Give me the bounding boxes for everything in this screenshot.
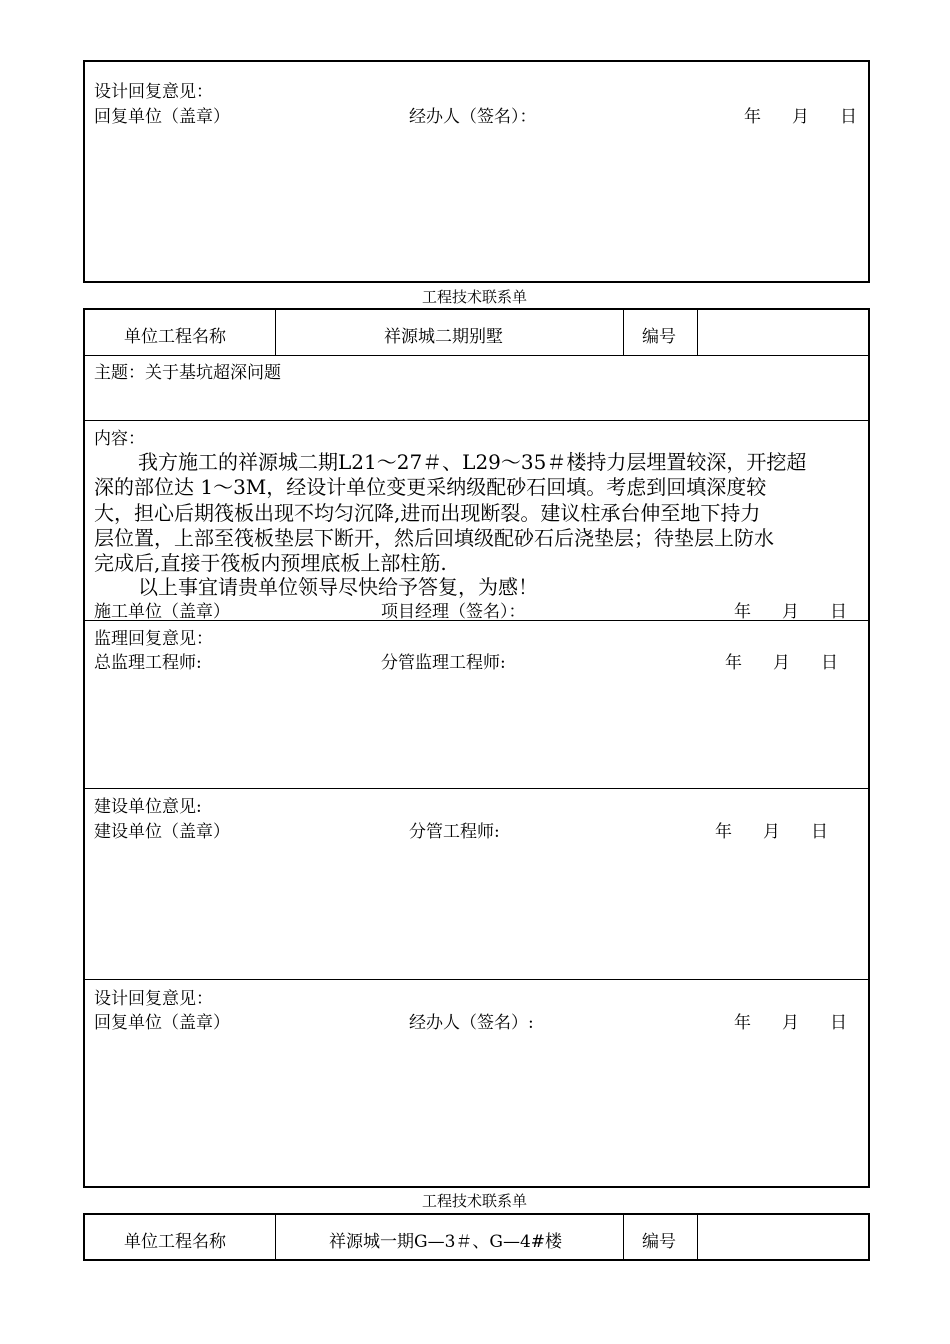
row-divider [84,620,869,621]
row-divider [84,355,869,356]
divider [275,1214,276,1260]
subject: 主题：关于基坑超深问题 [94,363,281,383]
design-reply-label: 设计回复意见： [94,989,213,1009]
owner-label: 建设单位意见: [94,797,202,817]
date-year: 年 [725,653,742,673]
content-line: 完成后,直接于筏板内预埋底板上部柱筋. [94,551,447,575]
unit-project-label: 单位工程名称 [124,327,226,347]
unit-project-value: 祥源城二期别墅 [384,327,503,347]
date-month: 月 [773,653,790,673]
date-year: 年 [734,602,751,622]
date-day: 日 [840,107,857,127]
handler-label: 经办人（签名）： [409,107,537,127]
date-day: 日 [821,653,838,673]
unit-project-value: 祥源城一期G—3＃、G—4#楼 [329,1232,563,1252]
supervision-label: 监理回复意见： [94,629,213,649]
form1-table [83,308,870,1188]
owner-engineer-label: 分管工程师: [409,822,500,842]
date-month: 月 [782,602,799,622]
number-label: 编号 [642,327,676,347]
date-day: 日 [830,602,847,622]
divider [623,1214,624,1260]
divider [697,1214,698,1260]
date-year: 年 [734,1013,751,1033]
date-year: 年 [715,822,732,842]
date-year: 年 [744,107,761,127]
divider [697,309,698,355]
reply-unit-label: 回复单位（盖章） [94,1013,230,1033]
content-label: 内容： [94,429,145,449]
date-month: 月 [763,822,780,842]
content-line: 深的部位达 1～3M，经设计单位变更采纳级配砂石回填。考虑到回填深度较 [94,475,767,499]
chief-engineer-label: 总监理工程师: [94,653,202,673]
row-divider [84,979,869,980]
date-day: 日 [830,1013,847,1033]
number-label: 编号 [642,1232,676,1252]
closing-line: 以上事宜请贵单位领导尽快给予答复，为感！ [138,575,538,599]
unit-project-label: 单位工程名称 [124,1232,226,1252]
row-divider [84,788,869,789]
sub-supervisor-label: 分管监理工程师: [381,653,506,673]
content-line: 我方施工的祥源城二期L21～27＃、L29～35＃楼持力层埋置较深，开挖超 [138,450,807,474]
form-caption: 工程技术联系单 [422,1192,528,1210]
divider [623,309,624,355]
pm-label: 项目经理（签名）： [381,602,526,622]
row-divider [84,420,869,421]
constructor-label: 施工单位（盖章） [94,602,230,622]
date-month: 月 [782,1013,799,1033]
form-caption: 工程技术联系单 [422,288,528,306]
owner-unit-label: 建设单位（盖章） [94,822,230,842]
reply-unit-label: 回复单位（盖章） [94,107,230,127]
divider [275,309,276,355]
content-line: 层位置，上部至筏板垫层下断开，然后回填级配砂石后浇垫层；待垫层上防水 [94,526,774,550]
date-month: 月 [792,107,809,127]
content-line: 大，担心后期筏板出现不均匀沉降,进而出现断裂。建议柱承台伸至地下持力 [94,501,761,525]
handler-label: 经办人（签名）: [409,1013,534,1033]
date-day: 日 [811,822,828,842]
design-reply-label: 设计回复意见： [94,82,213,102]
